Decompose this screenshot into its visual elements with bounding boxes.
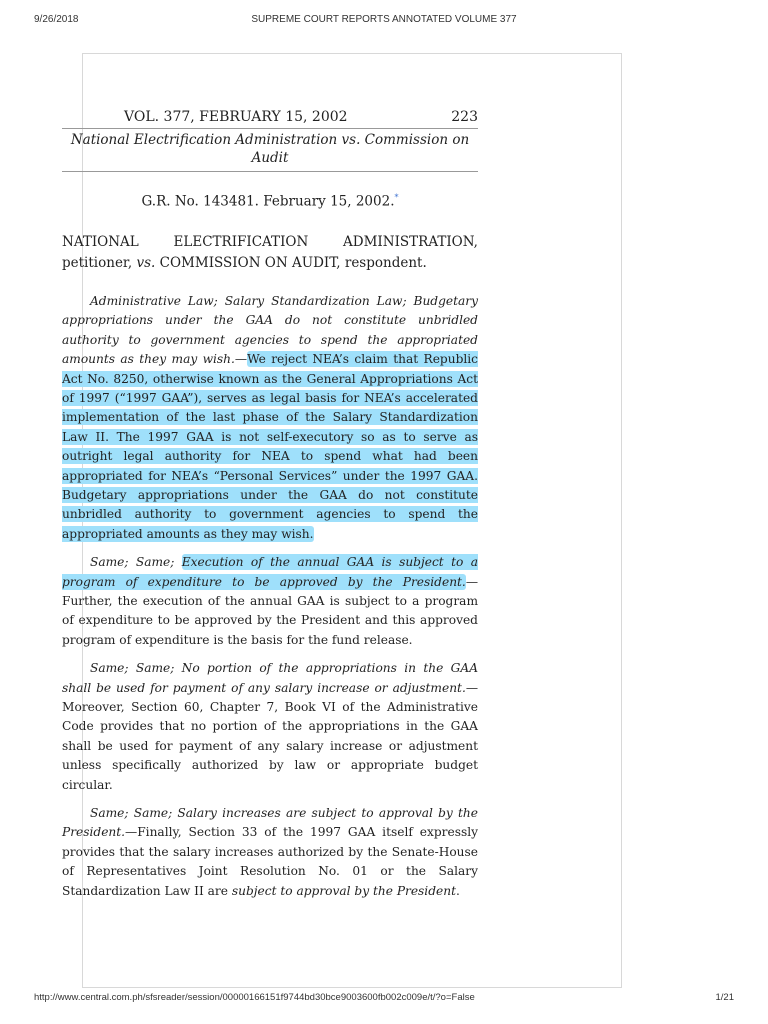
page-content	[62, 108, 478, 910]
syllabus-paragraph	[62, 659, 478, 795]
highlighted-text[interactable]: Execution of the annual GAA is subject to a program of expenditure to be approved by the President.	[62, 555, 478, 589]
versus: vs.	[136, 254, 156, 271]
syllabus-heading: Same; Same; Salary increases are subject to approval by the President.	[62, 806, 478, 840]
syllabus-body: —Further, the execution of the annual GAA is subject to a program of expenditure to be approved by the President and this approved program of expenditure is the basis for the fund release.	[62, 574, 478, 647]
syllabus-paragraph	[62, 292, 478, 544]
parties	[62, 232, 478, 274]
respondent-name: COMMISSION ON AUDIT,	[159, 254, 341, 271]
gr-number-text: G.R. No. 143481. February 15, 2002.	[141, 193, 395, 210]
print-footer	[0, 992, 768, 1008]
gr-number	[62, 188, 478, 212]
respondent-label: respondent.	[344, 254, 427, 271]
syllabus-heading: Same; Same; No portion of the appropriations in the GAA shall be used for payment of any salary increase or adjustment.	[62, 661, 478, 695]
syllabus-body: —Moreover, Section 60, Chapter 7, Book VI of the Administrative Code provides that no portion of the appropriations in the GAA shall be used for payment of any salary increase or adjustment unless specifically authorized by law or appropriate budget circular.	[62, 680, 478, 792]
page-number: 223	[451, 109, 478, 125]
print-url: http://www.central.com.ph/sfsreader/session/00000166151f9744bd30bce9003600fb002c009e/t/?o=False	[34, 992, 475, 1003]
print-header	[0, 14, 768, 30]
petitioner-label: petitioner,	[62, 254, 133, 271]
em-dash: —	[234, 352, 248, 367]
volume-line: VOL. 377, FEBRUARY 15, 2002	[124, 109, 348, 125]
party-word: NATIONAL	[62, 233, 139, 250]
highlighted-text[interactable]: We reject NEA’s claim that Republic Act No. 8250, otherwise known as the General Appropriations Act of 1997 (“1997 GAA”), serves as legal basis for NEA’s accelerated implementation of the last phase of the Salary Standardization Law II. The 1997 GAA is not self-executory so as to serve as outright legal authority for NEA to spend what had been appropriated for NEA’s “Personal Services” under the 1997 GAA. Budgetary appropriations under the GAA do not constitute unbridled authority to government agencies to spend the appropriated amounts as they may wish.	[62, 352, 478, 541]
syllabus-body: —Finally, Section 33 of the 1997 GAA itself expressly provides that the salary increases authorized by the Senate-House of Representatives Joint Resolution No. 01 or the Salary Standardization Law II are	[62, 825, 478, 898]
print-page-count: 1/21	[715, 992, 734, 1003]
party-word: ELECTRIFICATION	[173, 233, 309, 250]
footnote-link[interactable]: *	[394, 193, 399, 202]
case-title: National Electrification Administration vs. Commission on Audit	[62, 129, 478, 172]
syllabus-emphasis: subject to approval by the President	[231, 883, 456, 898]
syllabus-paragraph	[62, 553, 478, 650]
period: .	[455, 883, 460, 898]
syllabus-heading: Administrative Law; Salary Standardization Law; Budgetary appropriations under the GAA do not constitute unbridled authority to government agencies to spend the appropriated amounts as they may wish.	[62, 293, 478, 367]
parties-line-2	[62, 253, 478, 274]
party-word: ADMINISTRATION,	[343, 233, 478, 250]
syllabus-paragraph	[62, 804, 478, 901]
running-head	[62, 108, 478, 129]
print-title: SUPREME COURT REPORTS ANNOTATED VOLUME 377	[251, 14, 517, 25]
parties-line-1	[62, 232, 478, 253]
print-date: 9/26/2018	[34, 14, 79, 25]
syllabus-heading: Same; Same;	[90, 555, 182, 570]
